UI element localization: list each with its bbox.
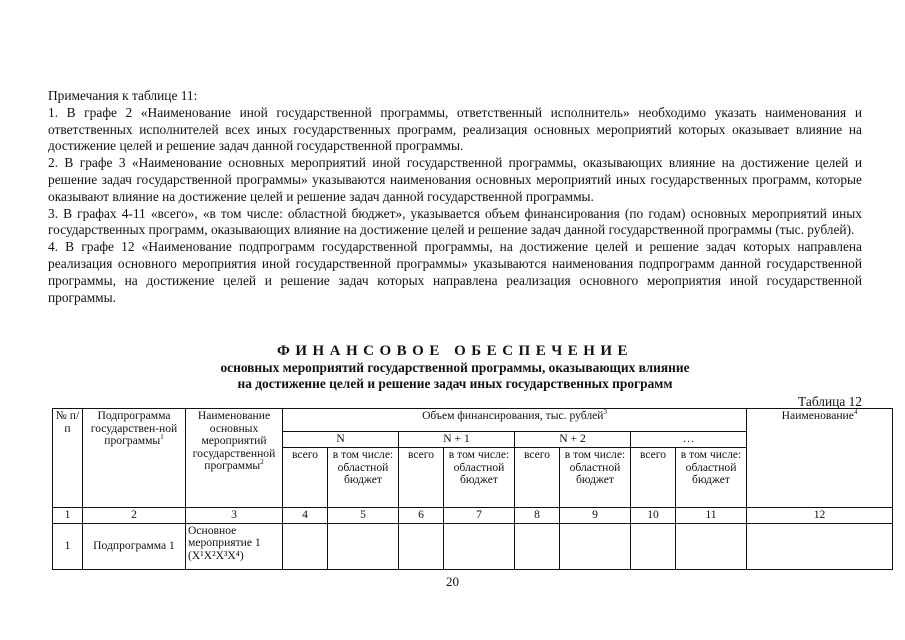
column-number: 9 [560, 508, 631, 524]
section-heading [48, 342, 862, 392]
regional-header: в том числе: областной бюджет [676, 448, 747, 508]
column-number: 1 [53, 508, 83, 524]
heading-subtitle-2: на достижение целей и решение задач иных государственных программ [237, 376, 673, 391]
column-number: 8 [515, 508, 560, 524]
row-activity: Основное мероприятие 1 (X¹X²X³X⁴) [186, 523, 283, 569]
header-name: Наименование$^4$ [747, 409, 893, 508]
table-notes [48, 88, 862, 306]
column-number: 5 [328, 508, 399, 524]
row-num: 1 [53, 523, 83, 569]
row-subprogram: Подпрограмма 1 [83, 523, 186, 569]
note-2: 2. В графе 3 «Наименование основных мероприятий иной государственной программы, оказывающих влияние на достижение целей и решение задач государственной программы» указываются наименования основных мероприятий иных государственных программ, которые оказывают влияние на достижение целей и решение задач данной государственной программы. [48, 155, 862, 204]
total-header: всего [631, 448, 676, 508]
empty-cell [444, 523, 515, 569]
column-number-row [53, 508, 893, 524]
empty-cell [747, 523, 893, 569]
column-number: 3 [186, 508, 283, 524]
column-number: 12 [747, 508, 893, 524]
empty-cell [399, 523, 444, 569]
regional-header: в том числе: областной бюджет [328, 448, 399, 508]
empty-cell [560, 523, 631, 569]
header-num: № п/п [53, 409, 83, 508]
total-header: всего [399, 448, 444, 508]
note-3: 3. В графах 4-11 «всего», «в том числе: областной бюджет», указывается объем финансирования (по годам) основных мероприятий иных государственных программ, оказывающих влияние на достижение целей и решение задач данной государственной программы (тыс. рублей). [48, 205, 862, 238]
header-activity: Наименование основных мероприятий государственной программы$^2$ [186, 409, 283, 508]
empty-cell [283, 523, 328, 569]
column-number: 4 [283, 508, 328, 524]
empty-cell [631, 523, 676, 569]
total-header: всего [283, 448, 328, 508]
year-n: N [283, 432, 399, 448]
empty-cell [676, 523, 747, 569]
column-number: 11 [676, 508, 747, 524]
column-number: 10 [631, 508, 676, 524]
year-n2: N + 2 [515, 432, 631, 448]
header-subprogram: Подпрограмма государствен-ной программы$^1$ [83, 409, 186, 508]
column-number: 2 [83, 508, 186, 524]
heading-title: ФИНАНСОВОЕ ОБЕСПЕЧЕНИЕ [276, 343, 634, 359]
column-number: 7 [444, 508, 515, 524]
total-header: всего [515, 448, 560, 508]
column-number: 6 [399, 508, 444, 524]
heading-subtitle-1: основных мероприятий государственной программы, оказывающих влияние [220, 360, 690, 375]
table-row [53, 523, 893, 569]
header-funding: Объем финансирования, тыс. рублей$^3$ [283, 409, 747, 432]
notes-title: Примечания к таблице 11: [48, 88, 198, 103]
empty-cell [515, 523, 560, 569]
year-n1: N + 1 [399, 432, 515, 448]
regional-header: в том числе: областной бюджет [444, 448, 515, 508]
table-label: Таблица 12 [798, 394, 862, 409]
page-number: 20 [446, 574, 459, 589]
empty-cell [328, 523, 399, 569]
note-1: 1. В графе 2 «Наименование иной государственной программы, ответственный исполнитель» необходимо указать наименования и ответственных исполнителей всех иных государственных программ, реализация основных мероприятий которых оказывает влияние на достижение целей и решение задач данной государственной программы. [48, 104, 862, 154]
note-4: 4. В графе 12 «Наименование подпрограмм государственной программы, на достижение целей и решение задач которых направлена реализация основного мероприятия иной государственной программы» указываются наименования подпрограмм данной государственной программы, на достижение целей и решение задач которых направлена реализация основного мероприятия иной государственной программы. [48, 239, 862, 305]
funding-table [52, 408, 893, 570]
year-more: … [631, 432, 747, 448]
regional-header: в том числе: областной бюджет [560, 448, 631, 508]
